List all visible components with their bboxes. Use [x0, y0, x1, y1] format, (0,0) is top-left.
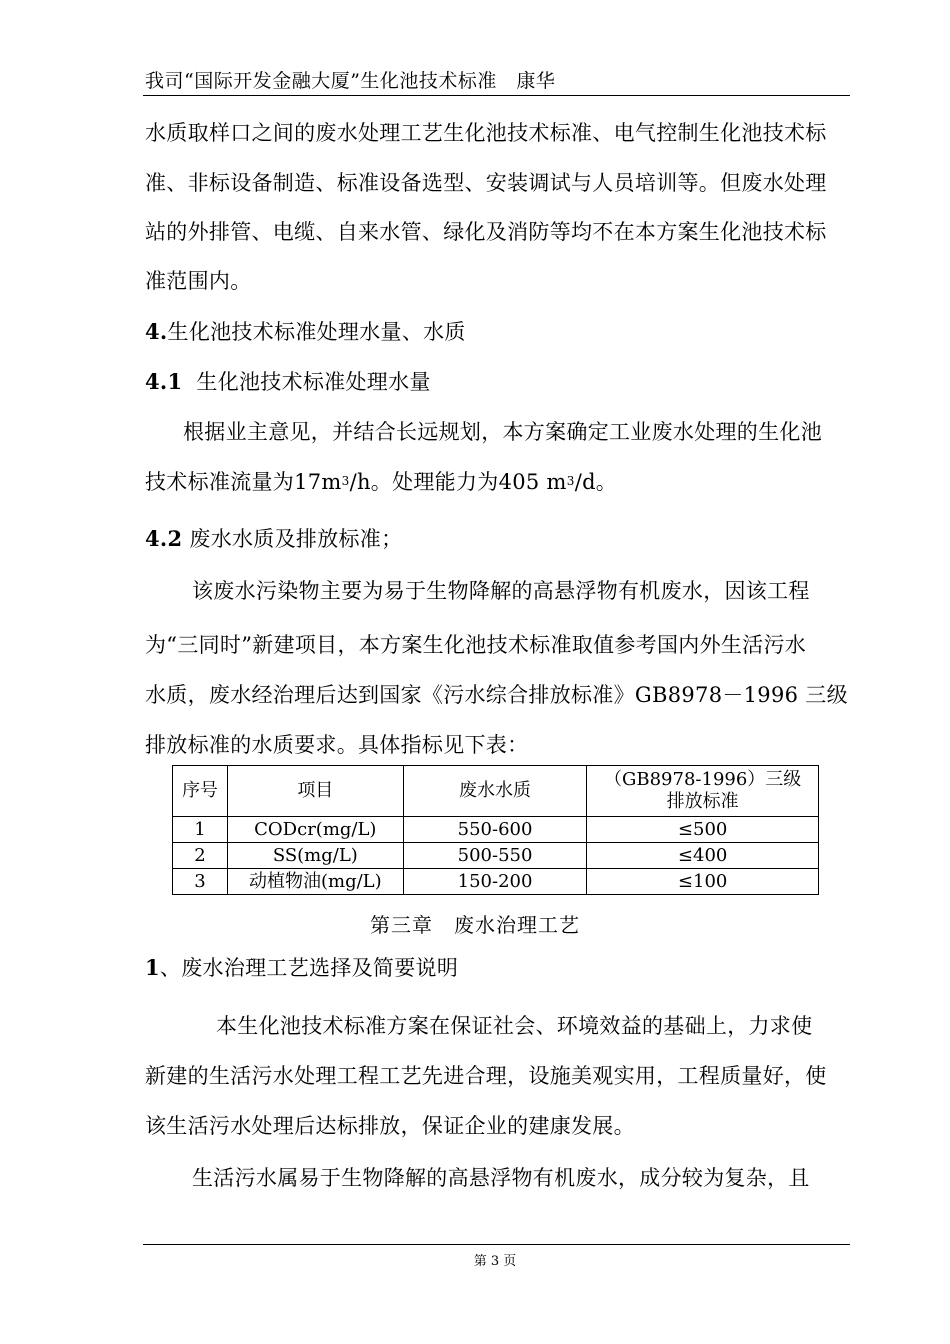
table-cell: 150-200 — [403, 869, 587, 895]
text-run: 技术标准流量为17m — [145, 470, 342, 494]
paragraph-line — [145, 468, 850, 495]
table-cell: 500-550 — [403, 843, 587, 869]
superscript: 3 — [566, 474, 575, 488]
table-header-cell: 项目 — [227, 766, 403, 817]
table-cell: ≤400 — [587, 843, 819, 869]
section-title: 、废水治理工艺选择及简要说明 — [159, 956, 459, 980]
section-title: 生化池技术标准处理水量 — [182, 370, 431, 394]
table-row — [173, 869, 819, 895]
table-header-row — [173, 766, 819, 817]
page-number: 第 3 页 — [473, 1254, 517, 1269]
table-cell: ≤500 — [587, 817, 819, 843]
section-heading-1 — [145, 955, 850, 981]
text-run: /h。处理能力为405 m — [349, 470, 567, 494]
paragraph-line: 为“三同时”新建项目，本方案生化池技术标准取值参考国内外生活污水 — [145, 633, 807, 657]
section-number: 4. — [145, 319, 168, 344]
table-header-cell: 废水水质 — [403, 766, 587, 817]
section-number: 1 — [145, 955, 160, 980]
text-run: /d。 — [574, 470, 618, 494]
table-header-cell: 序号 — [173, 766, 228, 817]
chapter-title: 第三章 废水治理工艺 — [370, 913, 580, 937]
paragraph-line: 根据业主意见，并结合长远规划，本方案确定工业废水处理的生化池 — [183, 420, 822, 444]
table-cell: SS(mg/L) — [227, 843, 403, 869]
section-heading-4-2 — [145, 526, 850, 552]
section-title: 生化池技术标准处理水量、水质 — [167, 320, 466, 344]
table-cell: 3 — [173, 869, 228, 895]
table-cell: CODcr(mg/L) — [227, 817, 403, 843]
header-rule — [143, 95, 850, 96]
paragraph-line: 水质，废水经治理后达到国家《污水综合排放标准》GB8978－1996 三级 — [145, 683, 848, 707]
table-header-cell: （GB8978-1996）三级排放标准 — [587, 766, 819, 817]
table-cell: 1 — [173, 817, 228, 843]
section-heading-4-1 — [145, 369, 850, 395]
section-number: 4.1 — [145, 369, 183, 394]
paragraph-line: 本生化池技术标准方案在保证社会、环境效益的基础上，力求使 — [216, 1014, 813, 1038]
paragraph-line: 准、非标设备制造、标准设备选型、安装调试与人员培训等。但废水处理 — [145, 171, 827, 195]
paragraph-line: 排放标准的水质要求。具体指标见下表： — [145, 733, 529, 757]
paragraph-line: 该生活污水处理后达标排放，保证企业的建康发展。 — [145, 1114, 635, 1138]
paragraph-line: 生活污水属易于生物降解的高悬浮物有机废水，成分较为复杂，且 — [192, 1166, 810, 1190]
table-row — [173, 843, 819, 869]
paragraph-line: 该废水污染物主要为易于生物降解的高悬浮物有机废水，因该工程 — [192, 579, 810, 603]
page-header: 我司“国际开发金融大厦”生化池技术标准 康华 — [145, 70, 556, 92]
footer-rule — [143, 1244, 850, 1245]
section-number: 4.2 — [145, 526, 183, 551]
water-quality-table — [172, 765, 819, 895]
paragraph-line: 准范围内。 — [145, 269, 252, 293]
table-cell: 550-600 — [403, 817, 587, 843]
table-cell: 2 — [173, 843, 228, 869]
table-cell: ≤100 — [587, 869, 819, 895]
section-heading-4 — [145, 319, 850, 345]
paragraph-line: 水质取样口之间的废水处理工艺生化池技术标准、电气控制生化池技术标 — [145, 121, 827, 145]
table-row — [173, 817, 819, 843]
table-cell: 动植物油(mg/L) — [227, 869, 403, 895]
superscript: 3 — [341, 474, 350, 488]
paragraph-line: 新建的生活污水处理工程工艺先进合理，设施美观实用，工程质量好，使 — [145, 1064, 827, 1088]
paragraph-line: 站的外排管、电缆、自来水管、绿化及消防等均不在本方案生化池技术标 — [145, 220, 827, 244]
section-title: 废水水质及排放标准； — [182, 527, 403, 551]
